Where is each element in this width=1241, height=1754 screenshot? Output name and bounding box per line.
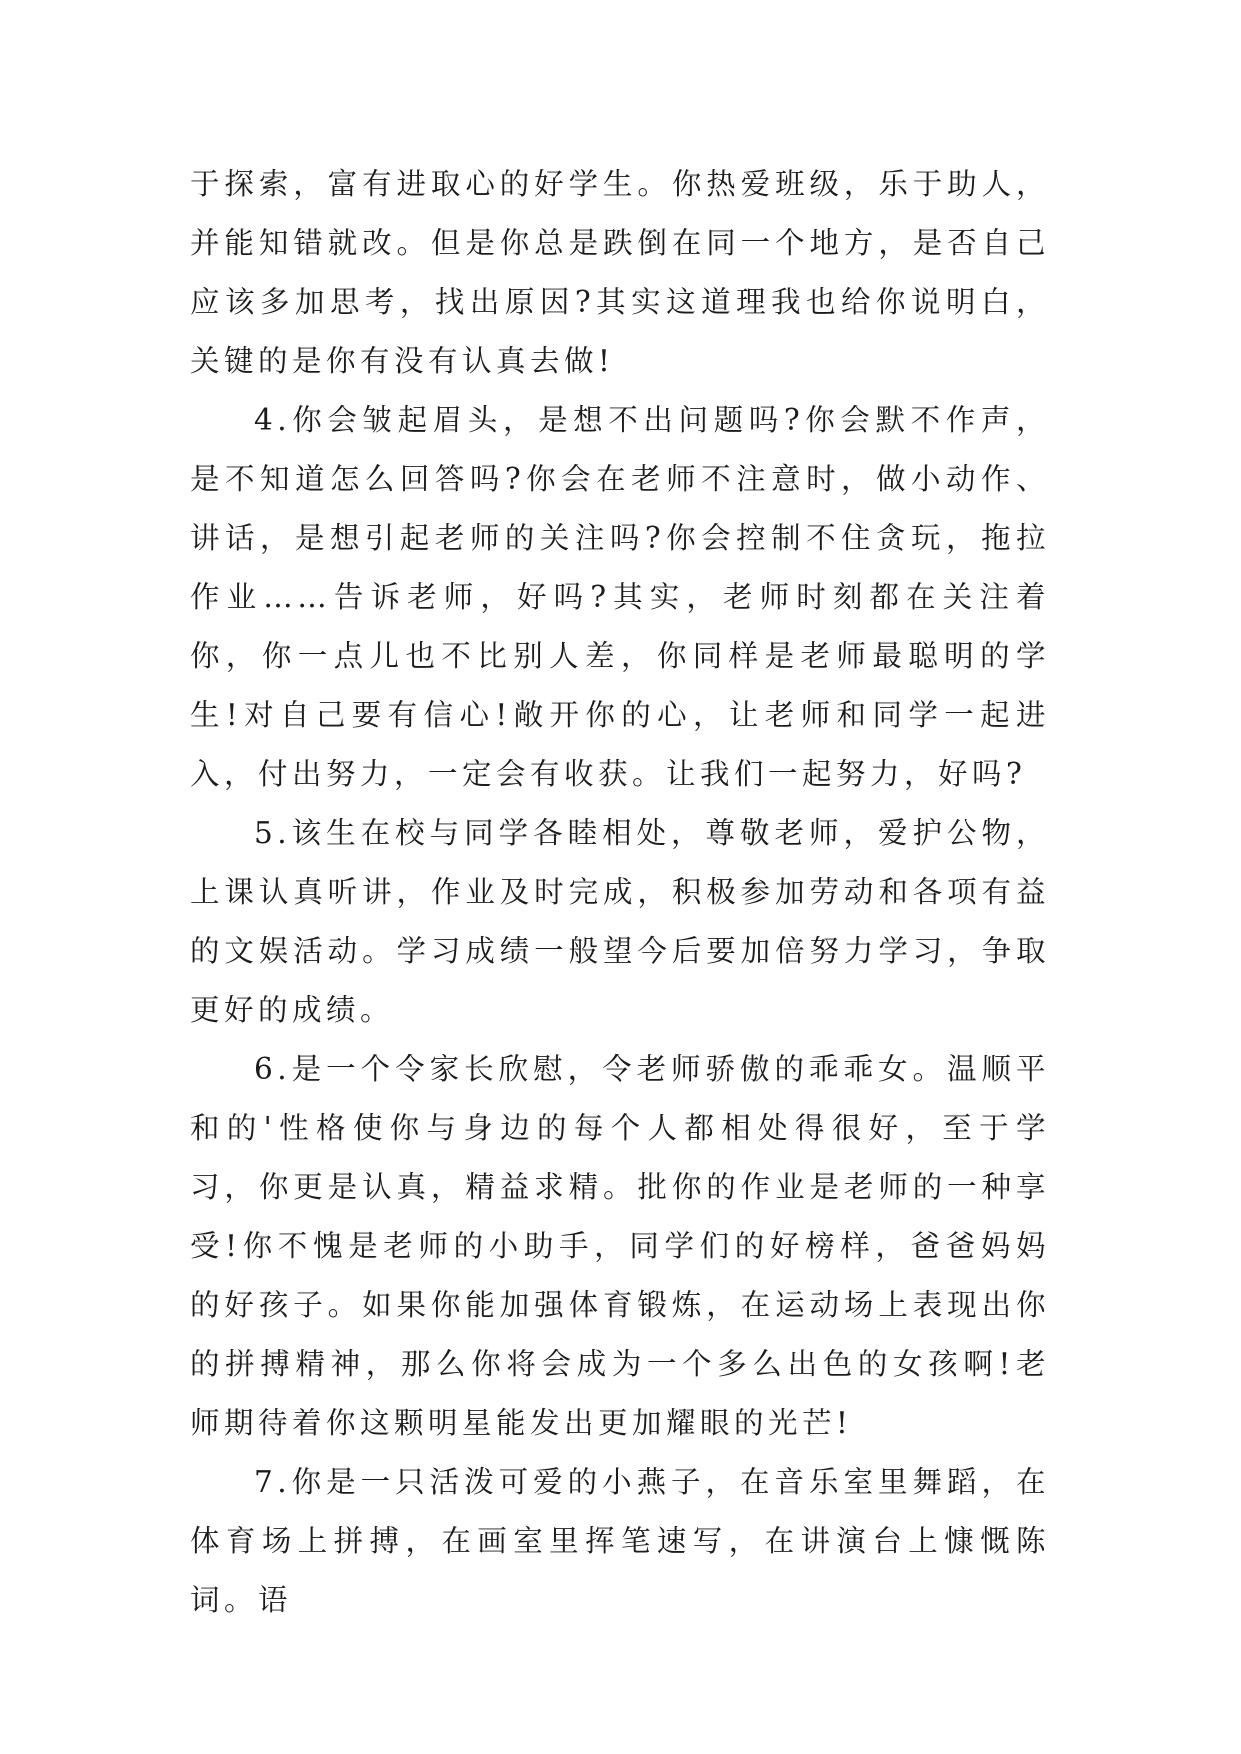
paragraph-item-6: 6.是一个令家长欣慰，令老师骄傲的乖乖女。温顺平和的'性格使你与身边的每个人都相处得很好，至于学习，你更是认真，精益求精。批你的作业是老师的一种享受!你不愧是老师的小助手，同学们的好榜样，爸爸妈妈的好孩子。如果你能加强体育锻炼，在运动场上表现出你的拼搏精神，那么你将会成为一个多么出色的女孩啊!老师期待着你这颗明星能发出更加耀眼的光芒! bbox=[190, 1052, 1050, 1440]
paragraph-continuation: 于探索，富有进取心的好学生。你热爱班级，乐于助人，并能知错就改。但是你总是跌倒在同一个地方，是否自己应该多加思考，找出原因?其实这道理我也给你说明白，关键的是你有没有认真去做! bbox=[190, 167, 1050, 378]
document-body bbox=[190, 155, 1050, 1630]
paragraph-item-4: 4.你会皱起眉头，是想不出问题吗?你会默不作声，是不知道怎么回答吗?你会在老师不注意时，做小动作、讲话，是想引起老师的关注吗?你会控制不住贪玩，拖拉作业……告诉老师，好吗?其实，老师时刻都在关注着你，你一点儿也不比别人差，你同样是老师最聪明的学生!对自己要有信心!敞开你的心，让老师和同学一起进入，付出努力，一定会有收获。让我们一起努力，好吗? bbox=[190, 403, 1050, 791]
paragraph-item-5: 5.该生在校与同学各睦相处，尊敬老师，爱护公物，上课认真听讲，作业及时完成，积极参加劳动和各项有益的文娱活动。学习成绩一般望今后要加倍努力学习，争取更好的成绩。 bbox=[190, 816, 1050, 1027]
paragraph-item-7: 7.你是一只活泼可爱的小燕子，在音乐室里舞蹈，在体育场上拼搏，在画室里挥笔速写，在讲演台上慷慨陈词。语 bbox=[190, 1465, 1050, 1617]
